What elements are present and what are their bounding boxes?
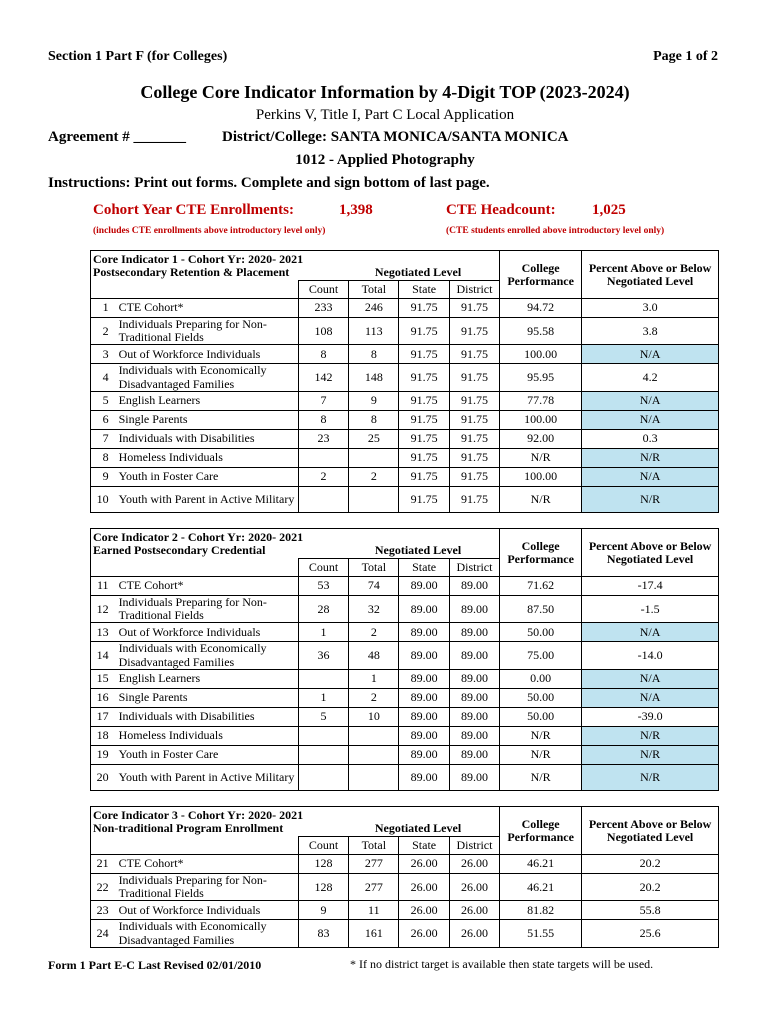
row-state: 26.00 (399, 901, 449, 920)
row-percent-above: -1.5 (582, 596, 719, 623)
row-percent-above: N/A (582, 345, 719, 364)
row-percent-above: N/A (582, 669, 719, 688)
row-college-performance: 0.00 (500, 669, 582, 688)
row-count: 23 (298, 429, 348, 448)
row-count: 108 (298, 318, 348, 345)
row-count (298, 745, 348, 764)
row-college-performance: 75.00 (500, 642, 582, 669)
table-row (91, 596, 719, 623)
row-number: 2 (91, 318, 115, 345)
row-college-performance: 95.95 (500, 364, 582, 391)
row-college-performance: 50.00 (500, 707, 582, 726)
row-label: Youth with Parent in Active Military (115, 486, 299, 512)
row-district: 89.00 (449, 745, 499, 764)
row-label: Homeless Individuals (115, 726, 299, 745)
page-title: College Core Indicator Information by 4-Digit TOP (2023-2024) (140, 82, 630, 102)
row-state: 91.75 (399, 299, 449, 318)
footnote: * If no district target is available then state targets will be used. (350, 957, 654, 971)
row-number: 19 (91, 745, 115, 764)
district-header: District (449, 281, 499, 299)
row-number: 22 (91, 874, 115, 901)
form-revision: Form 1 Part E-C Last Revised 02/01/2010 (48, 958, 262, 972)
row-count: 128 (298, 855, 348, 874)
row-district: 91.75 (449, 410, 499, 429)
row-state: 89.00 (399, 596, 449, 623)
row-number: 11 (91, 577, 115, 596)
negotiated-level-header: Negotiated Level (374, 543, 462, 557)
table-row (91, 707, 719, 726)
negotiated-level-header: Negotiated Level (374, 821, 462, 835)
row-district: 91.75 (449, 448, 499, 467)
row-percent-above: -39.0 (582, 707, 719, 726)
row-percent-above: N/A (582, 391, 719, 410)
row-percent-above: 3.0 (582, 299, 719, 318)
row-count: 8 (298, 410, 348, 429)
row-count: 1 (298, 623, 348, 642)
row-college-performance: 77.78 (500, 391, 582, 410)
row-college-performance: 50.00 (500, 623, 582, 642)
indicator-title-line1: Core Indicator 1 - Cohort Yr: 2020- 2021 (93, 252, 304, 266)
row-label: Out of Workforce Individuals (115, 901, 299, 920)
district-college: District/College: SANTA MONICA/SANTA MONICA (222, 129, 569, 145)
row-number: 12 (91, 596, 115, 623)
row-label: Individuals with Disabilities (115, 429, 299, 448)
row-college-performance: 94.72 (500, 299, 582, 318)
table-row (91, 855, 719, 874)
row-district: 89.00 (449, 764, 499, 790)
row-number: 5 (91, 391, 115, 410)
row-total: 2 (349, 688, 399, 707)
headcount-note: (CTE students enrolled above introductory level only) (446, 226, 665, 236)
row-count: 7 (298, 391, 348, 410)
indicator-title-line2: Earned Postsecondary Credential (93, 543, 266, 558)
row-total: 113 (349, 318, 399, 345)
table-row (91, 623, 719, 642)
college-performance-header: College Performance (500, 807, 582, 855)
row-total: 2 (349, 467, 399, 486)
indicator-title-line1: Core Indicator 2 - Cohort Yr: 2020- 2021 (93, 530, 304, 544)
row-percent-above: N/R (582, 745, 719, 764)
row-count: 83 (298, 920, 348, 947)
cte-headcount-label: CTE Headcount: (446, 202, 556, 218)
row-district: 89.00 (449, 688, 499, 707)
percent-above-header: Percent Above or Below Negotiated Level (582, 251, 719, 299)
row-label: Youth with Parent in Active Military (115, 764, 299, 790)
row-state: 91.75 (399, 448, 449, 467)
table-row (91, 410, 719, 429)
table-row (91, 874, 719, 901)
table-row (91, 299, 719, 318)
row-state: 89.00 (399, 669, 449, 688)
row-label: Individuals Preparing for Non-Traditional Fields (115, 318, 299, 345)
row-state: 91.75 (399, 318, 449, 345)
row-number: 18 (91, 726, 115, 745)
state-header: State (399, 837, 449, 855)
row-percent-above: 20.2 (582, 874, 719, 901)
row-number: 7 (91, 429, 115, 448)
row-state: 91.75 (399, 345, 449, 364)
row-college-performance: 100.00 (500, 345, 582, 364)
row-label: Out of Workforce Individuals (115, 345, 299, 364)
row-percent-above: 4.2 (582, 364, 719, 391)
row-count: 233 (298, 299, 348, 318)
row-state: 89.00 (399, 764, 449, 790)
row-label: Individuals with Economically Disadvantaged Families (115, 920, 299, 947)
indicator-title-line2: Non-traditional Program Enrollment (93, 821, 284, 836)
row-label: CTE Cohort* (115, 577, 299, 596)
row-college-performance: N/R (500, 486, 582, 512)
row-count: 128 (298, 874, 348, 901)
row-percent-above: 3.8 (582, 318, 719, 345)
row-district: 91.75 (449, 364, 499, 391)
row-label: Out of Workforce Individuals (115, 623, 299, 642)
row-total (349, 726, 399, 745)
row-percent-above: 0.3 (582, 429, 719, 448)
row-total: 161 (349, 920, 399, 947)
row-percent-above: -14.0 (582, 642, 719, 669)
table-row (91, 901, 719, 920)
row-total: 277 (349, 855, 399, 874)
row-count (298, 448, 348, 467)
row-state: 91.75 (399, 486, 449, 512)
negotiated-level-header: Negotiated Level (374, 265, 462, 279)
row-college-performance: 81.82 (500, 901, 582, 920)
row-district: 89.00 (449, 623, 499, 642)
table-row (91, 745, 719, 764)
row-district: 89.00 (449, 669, 499, 688)
row-district: 91.75 (449, 345, 499, 364)
row-total (349, 745, 399, 764)
row-district: 89.00 (449, 642, 499, 669)
row-label: Individuals Preparing for Non-Traditional Fields (115, 596, 299, 623)
row-total: 246 (349, 299, 399, 318)
table-row (91, 669, 719, 688)
row-total: 8 (349, 345, 399, 364)
row-total: 1 (349, 669, 399, 688)
row-label: Youth in Foster Care (115, 745, 299, 764)
college-performance-header: College Performance (500, 251, 582, 299)
row-district: 26.00 (449, 874, 499, 901)
table-row (91, 318, 719, 345)
page-subtitle: Perkins V, Title I, Part C Local Application (255, 107, 515, 123)
header-spacer (91, 281, 299, 299)
row-district: 91.75 (449, 299, 499, 318)
row-college-performance: 100.00 (500, 410, 582, 429)
row-state: 89.00 (399, 688, 449, 707)
row-number: 20 (91, 764, 115, 790)
agreement-number: Agreement # _______ (48, 129, 187, 145)
row-district: 91.75 (449, 318, 499, 345)
cohort-enrollments-label: Cohort Year CTE Enrollments: (93, 202, 294, 218)
row-number: 4 (91, 364, 115, 391)
section-label: Section 1 Part F (for Colleges) (48, 49, 228, 64)
row-label: Homeless Individuals (115, 448, 299, 467)
cohort-note: (includes CTE enrollments above introductory level only) (93, 226, 326, 236)
table-row (91, 467, 719, 486)
row-college-performance: N/R (500, 764, 582, 790)
row-total: 277 (349, 874, 399, 901)
row-college-performance: 87.50 (500, 596, 582, 623)
row-label: Individuals with Disabilities (115, 707, 299, 726)
row-college-performance: N/R (500, 448, 582, 467)
table-row (91, 391, 719, 410)
row-college-performance: 71.62 (500, 577, 582, 596)
row-label: Single Parents (115, 688, 299, 707)
row-district: 89.00 (449, 596, 499, 623)
row-percent-above: N/R (582, 726, 719, 745)
row-number: 3 (91, 345, 115, 364)
row-count (298, 669, 348, 688)
row-number: 15 (91, 669, 115, 688)
row-college-performance: 100.00 (500, 467, 582, 486)
row-label: Individuals Preparing for Non-Traditional Fields (115, 874, 299, 901)
row-district: 91.75 (449, 467, 499, 486)
state-header: State (399, 281, 449, 299)
row-state: 89.00 (399, 642, 449, 669)
row-percent-above: N/R (582, 764, 719, 790)
row-percent-above: N/A (582, 688, 719, 707)
row-label: Single Parents (115, 410, 299, 429)
core-indicator-1-table (90, 250, 719, 513)
table-row (91, 577, 719, 596)
header-spacer (91, 837, 299, 855)
percent-above-header: Percent Above or Below Negotiated Level (582, 807, 719, 855)
row-percent-above: 25.6 (582, 920, 719, 947)
row-label: CTE Cohort* (115, 299, 299, 318)
row-count: 1 (298, 688, 348, 707)
row-label: CTE Cohort* (115, 855, 299, 874)
row-state: 91.75 (399, 364, 449, 391)
row-label: Individuals with Economically Disadvantaged Families (115, 364, 299, 391)
row-number: 13 (91, 623, 115, 642)
table-row (91, 448, 719, 467)
row-number: 14 (91, 642, 115, 669)
row-district: 89.00 (449, 577, 499, 596)
row-label: English Learners (115, 391, 299, 410)
district-header: District (449, 559, 499, 577)
row-total (349, 448, 399, 467)
district-header: District (449, 837, 499, 855)
cte-headcount-value: 1,025 (592, 202, 626, 218)
row-state: 26.00 (399, 855, 449, 874)
row-district: 89.00 (449, 726, 499, 745)
row-number: 16 (91, 688, 115, 707)
row-state: 91.75 (399, 391, 449, 410)
row-state: 89.00 (399, 745, 449, 764)
table-row (91, 345, 719, 364)
table-row (91, 920, 719, 947)
row-total: 148 (349, 364, 399, 391)
row-state: 89.00 (399, 577, 449, 596)
count-header: Count (298, 837, 348, 855)
cohort-enrollments-value: 1,398 (339, 202, 373, 218)
row-count (298, 764, 348, 790)
header-spacer (91, 559, 299, 577)
count-header: Count (298, 281, 348, 299)
table-row (91, 764, 719, 790)
state-header: State (399, 559, 449, 577)
row-total (349, 486, 399, 512)
row-total: 11 (349, 901, 399, 920)
row-number: 24 (91, 920, 115, 947)
row-number: 1 (91, 299, 115, 318)
row-percent-above: N/A (582, 623, 719, 642)
program-name: 1012 - Applied Photography (295, 152, 475, 168)
row-state: 91.75 (399, 410, 449, 429)
row-number: 23 (91, 901, 115, 920)
row-state: 91.75 (399, 429, 449, 448)
row-number: 9 (91, 467, 115, 486)
row-percent-above: N/R (582, 486, 719, 512)
row-number: 10 (91, 486, 115, 512)
row-label: Youth in Foster Care (115, 467, 299, 486)
college-performance-header: College Performance (500, 529, 582, 577)
row-total: 8 (349, 410, 399, 429)
row-count (298, 726, 348, 745)
row-total: 32 (349, 596, 399, 623)
row-state: 89.00 (399, 707, 449, 726)
row-state: 26.00 (399, 874, 449, 901)
row-percent-above: N/A (582, 467, 719, 486)
row-count: 5 (298, 707, 348, 726)
row-college-performance: 46.21 (500, 874, 582, 901)
row-college-performance: 92.00 (500, 429, 582, 448)
row-district: 89.00 (449, 707, 499, 726)
total-header: Total (349, 281, 399, 299)
row-label: Individuals with Economically Disadvantaged Families (115, 642, 299, 669)
core-indicator-2-table (90, 528, 719, 791)
row-number: 21 (91, 855, 115, 874)
row-district: 26.00 (449, 920, 499, 947)
row-count: 8 (298, 345, 348, 364)
row-percent-above: 55.8 (582, 901, 719, 920)
row-state: 89.00 (399, 726, 449, 745)
row-total: 2 (349, 623, 399, 642)
row-district: 26.00 (449, 855, 499, 874)
page-number: Page 1 of 2 (653, 49, 718, 64)
row-number: 6 (91, 410, 115, 429)
row-total: 48 (349, 642, 399, 669)
table-row (91, 726, 719, 745)
row-college-performance: N/R (500, 726, 582, 745)
row-count: 9 (298, 901, 348, 920)
total-header: Total (349, 837, 399, 855)
row-district: 26.00 (449, 901, 499, 920)
row-count (298, 486, 348, 512)
row-state: 26.00 (399, 920, 449, 947)
row-number: 17 (91, 707, 115, 726)
row-count: 142 (298, 364, 348, 391)
row-college-performance: 50.00 (500, 688, 582, 707)
instructions: Instructions: Print out forms. Complete and sign bottom of last page. (48, 175, 490, 191)
table-row (91, 642, 719, 669)
percent-above-header: Percent Above or Below Negotiated Level (582, 529, 719, 577)
table-row (91, 429, 719, 448)
table-row (91, 486, 719, 512)
row-percent-above: N/A (582, 410, 719, 429)
row-college-performance: N/R (500, 745, 582, 764)
row-total (349, 764, 399, 790)
table-row (91, 688, 719, 707)
row-college-performance: 95.58 (500, 318, 582, 345)
row-college-performance: 46.21 (500, 855, 582, 874)
row-total: 25 (349, 429, 399, 448)
table-row (91, 364, 719, 391)
row-state: 89.00 (399, 623, 449, 642)
row-state: 91.75 (399, 467, 449, 486)
row-district: 91.75 (449, 429, 499, 448)
row-total: 74 (349, 577, 399, 596)
row-percent-above: N/R (582, 448, 719, 467)
count-header: Count (298, 559, 348, 577)
row-percent-above: -17.4 (582, 577, 719, 596)
row-count: 28 (298, 596, 348, 623)
row-count: 36 (298, 642, 348, 669)
row-total: 10 (349, 707, 399, 726)
row-total: 9 (349, 391, 399, 410)
row-count: 2 (298, 467, 348, 486)
row-percent-above: 20.2 (582, 855, 719, 874)
row-label: English Learners (115, 669, 299, 688)
row-district: 91.75 (449, 391, 499, 410)
row-district: 91.75 (449, 486, 499, 512)
row-college-performance: 51.55 (500, 920, 582, 947)
row-count: 53 (298, 577, 348, 596)
indicator-title-line1: Core Indicator 3 - Cohort Yr: 2020- 2021 (93, 808, 304, 822)
total-header: Total (349, 559, 399, 577)
row-number: 8 (91, 448, 115, 467)
indicator-title-line2: Postsecondary Retention & Placement (93, 265, 290, 280)
